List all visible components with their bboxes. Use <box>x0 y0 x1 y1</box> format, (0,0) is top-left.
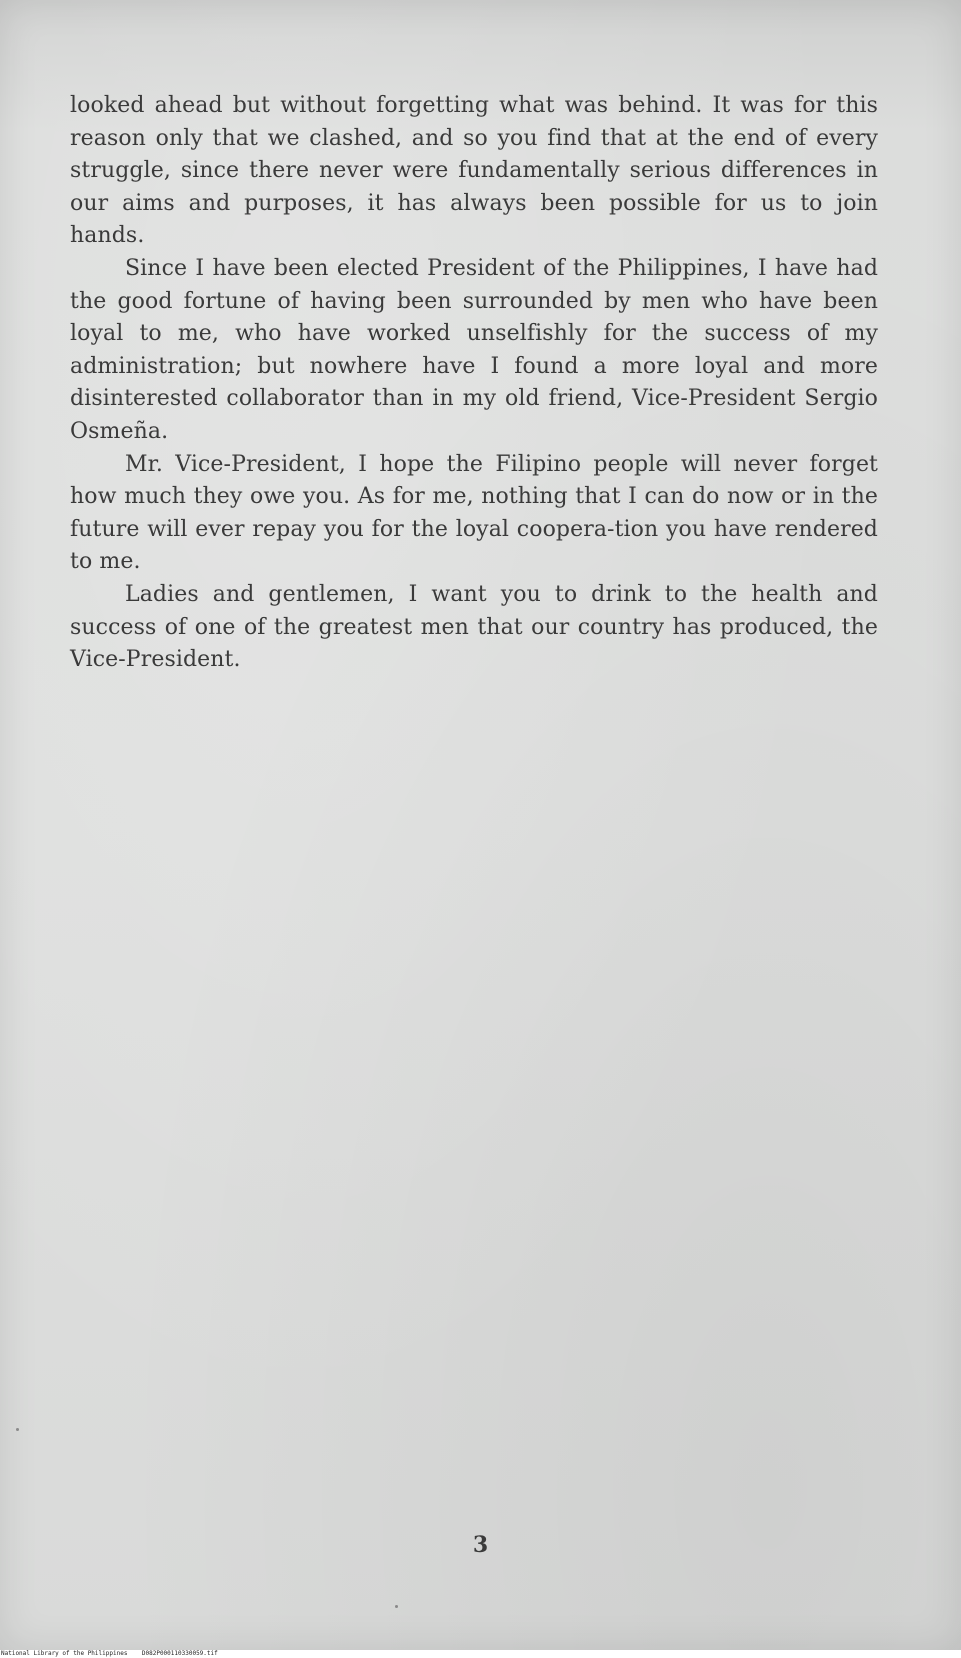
paragraph-1: looked ahead but without forgetting what was behind. It was for this reason only that we clashed, and so you find that at the end of every struggle, since there never were fundamentally serious differences in our aims and purposes, it has always been possible for us to join hands. <box>70 93 878 249</box>
footer-caption: National Library of the Philippines D082P000110330059.tif <box>1 1650 218 1657</box>
paragraph-2: Since I have been elected President of the Philippines, I have had the good fortune of having been surrounded by men who have been loyal to me, who have worked unselfishly for the success of my administration; but nowhere have I found a more loyal and more disinterested collaborator than in my old friend, Vice-President Sergio Osmeña. <box>70 255 878 444</box>
body-text <box>70 90 878 677</box>
paragraph-4: Ladies and gentlemen, I want you to drink to the health and success of one of the greatest men that our country has produced, the Vice-President. <box>70 581 878 673</box>
paragraph-3: Mr. Vice-President, I hope the Filipino people will never forget how much they owe you. As for me, nothing that I can do now or in the future will ever repay you for the loyal coopera-tion you have rendered to me. <box>70 451 878 575</box>
page-number: 3 <box>472 1532 489 1558</box>
dust-speck <box>16 1428 19 1431</box>
dust-speck <box>395 1605 398 1608</box>
